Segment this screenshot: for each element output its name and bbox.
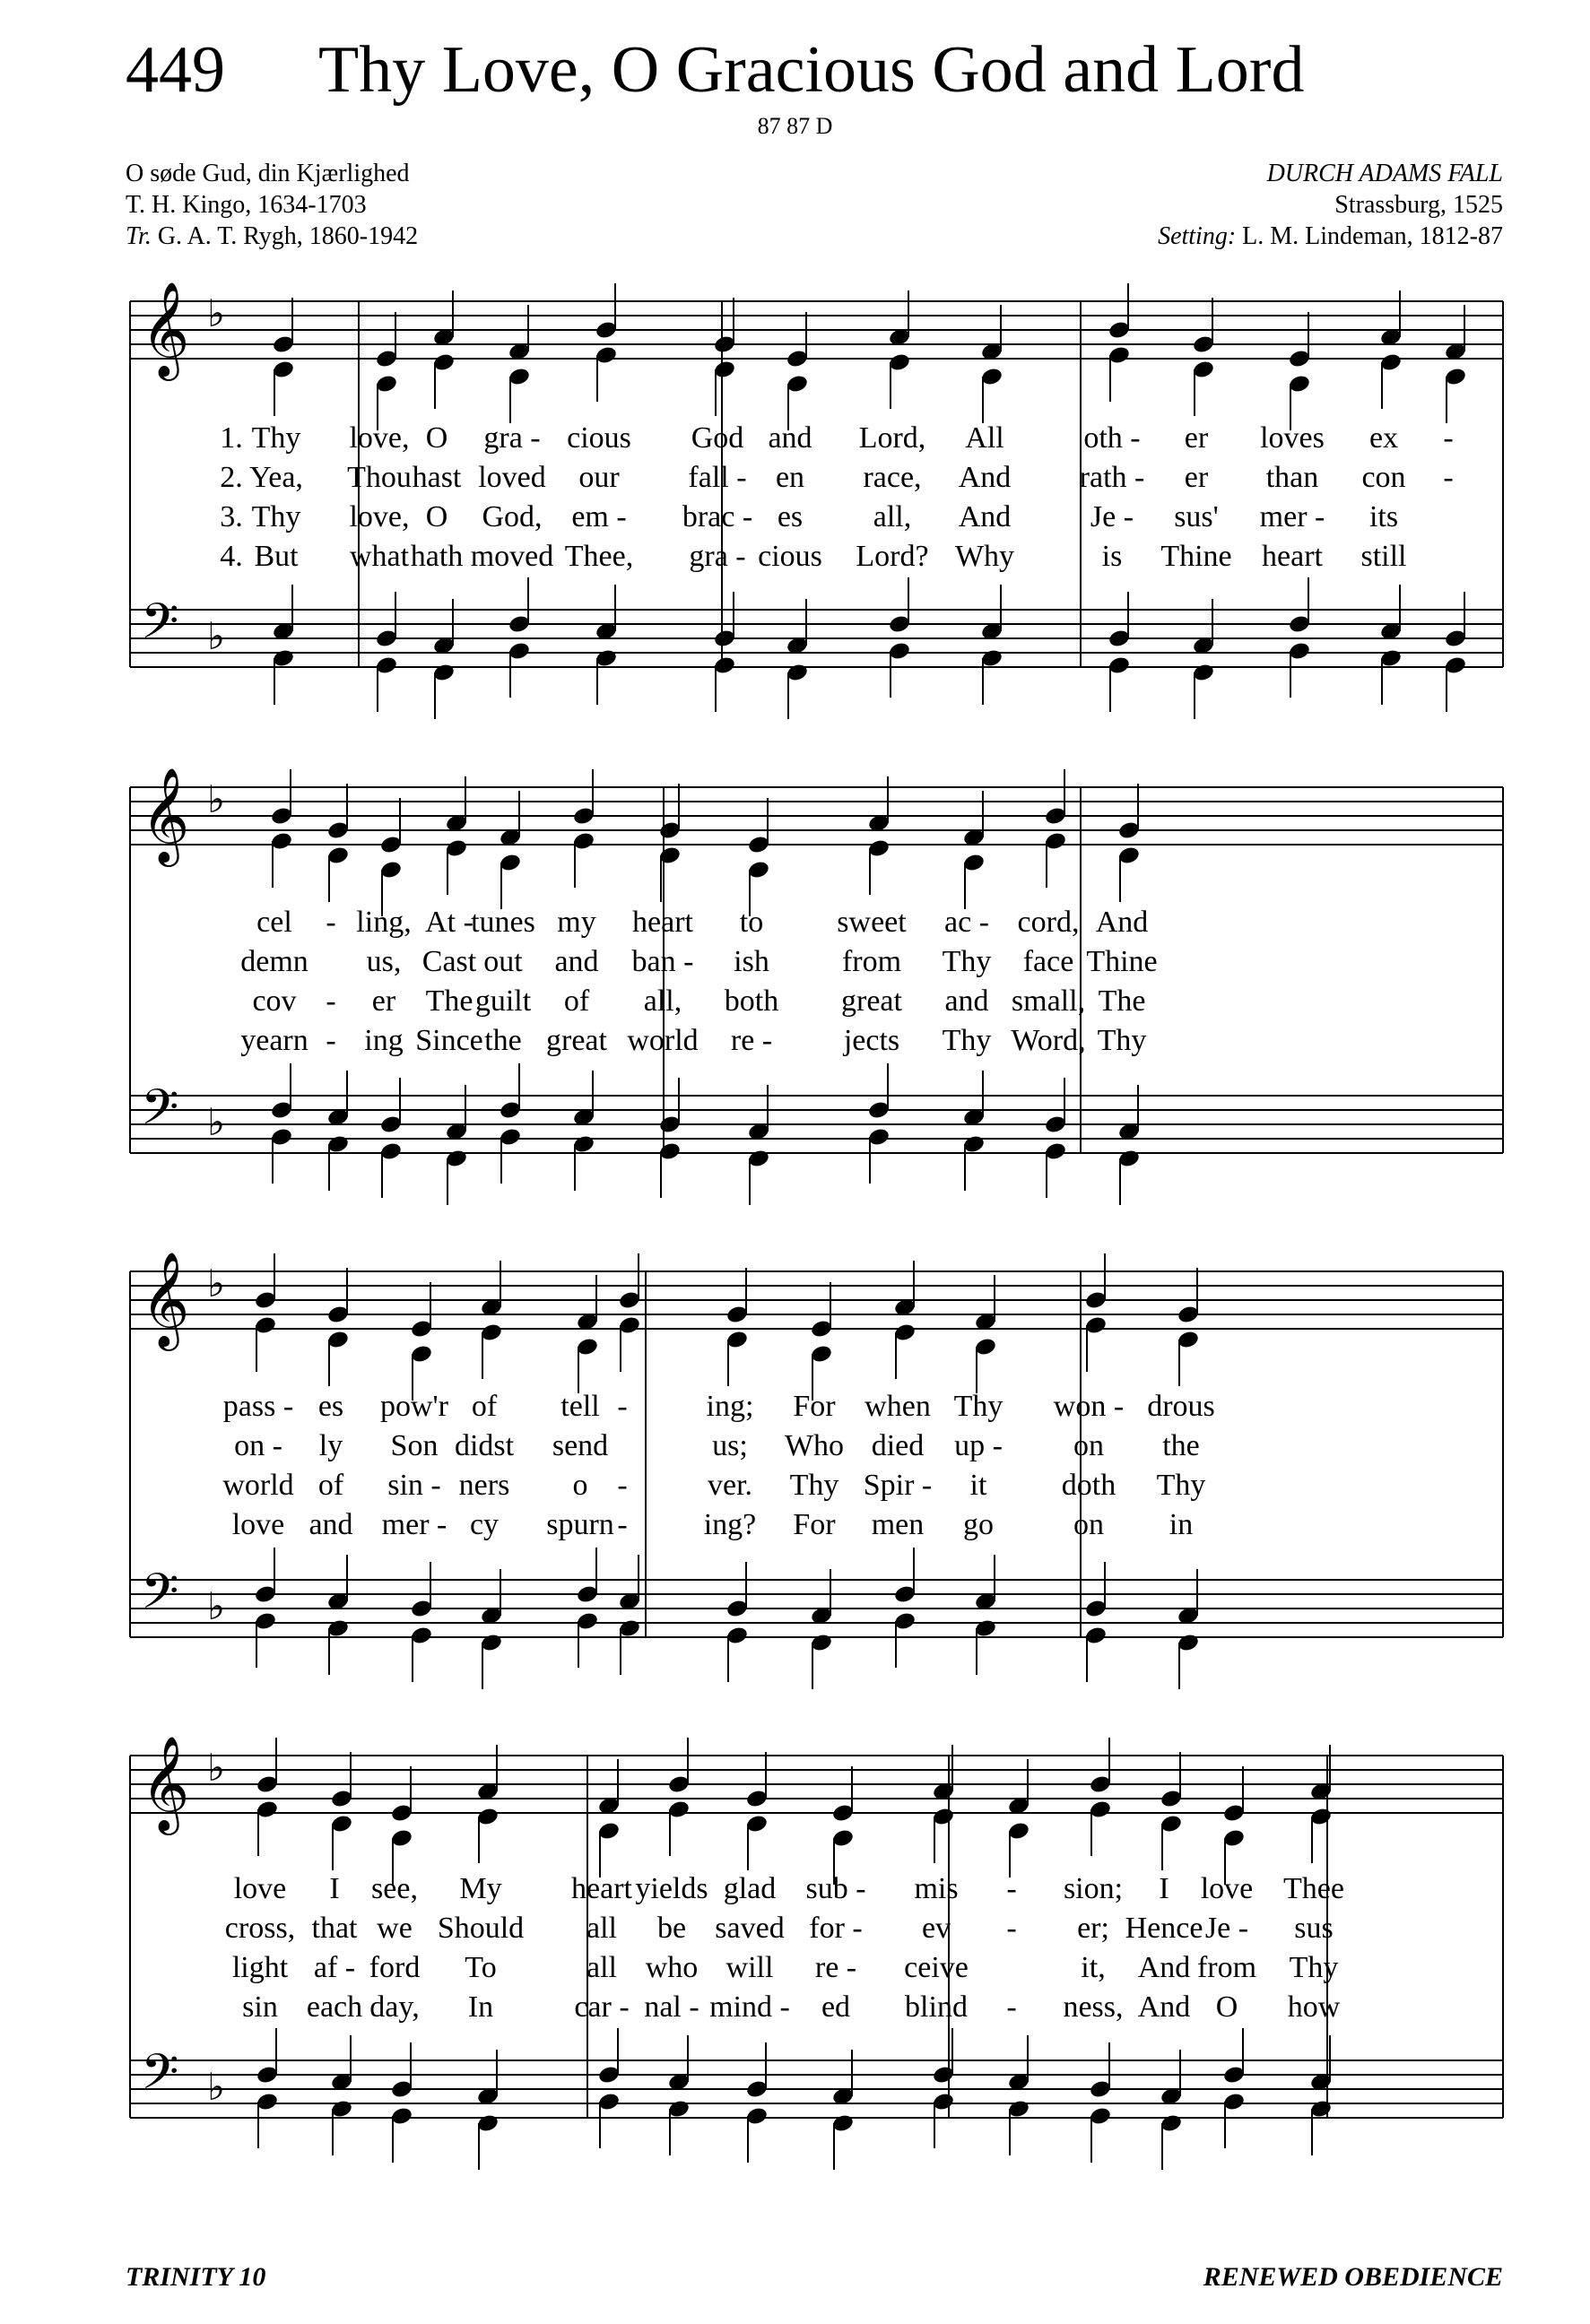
lyric-syllable: heart [632,906,693,939]
setting: L. M. Lindeman, 1812-87 [1242,222,1503,250]
lyric-syllable: race, [863,461,922,494]
lyric-syllable: - [1443,461,1454,494]
lyric-syllable: sin - [387,1469,441,1502]
lyric-syllable: love [231,1508,285,1541]
lyric-syllable: brac - [682,500,753,533]
lyric-syllable: My [459,1872,502,1905]
lyric-syllable: Thine [1160,540,1232,573]
lyric-syllable: The [425,984,474,1018]
lyric-syllable: rath - [1079,461,1145,494]
lyric-syllable: gra - [483,421,541,455]
lyric-syllable: Thou [347,461,412,494]
lyric-syllable: heart [1262,540,1323,573]
flat-key-signature-icon: ♭ [207,1262,225,1305]
lyric-syllable: Thy [1097,1024,1147,1057]
lyric-syllable: Lord, [858,421,926,455]
hymn-number: 449 [126,33,225,107]
lyric-syllable: see, [371,1872,418,1905]
lyric-syllable: all, [643,984,682,1018]
lyric-syllable: out [483,945,523,978]
treble-clef-icon: 𝄞 [141,767,190,863]
lyric-syllable: Thee, [564,540,634,573]
lyric-syllable: and [768,421,812,455]
lyric-syllable: its [1368,500,1399,533]
lyric-syllable: great [546,1024,607,1057]
lyric-syllable: O [425,500,448,533]
original-title: O søde Gud, din Kjærlighed [126,160,410,187]
lyric-syllable: - [1006,1872,1017,1905]
lyric-syllable: on [1073,1508,1104,1541]
lyric-syllable: I [1159,1872,1169,1905]
lyric-syllable: we [377,1912,413,1945]
lyric-syllable: love, [349,421,410,455]
lyric-syllable: hast [412,461,462,494]
lyric-syllable: ly [318,1429,343,1462]
lyric-syllable: it [969,1469,987,1502]
lyric-syllable: er [1184,461,1209,494]
lyric-syllable: both [724,984,779,1018]
lyric-syllable: cel [256,906,292,939]
lyric-syllable: God, [482,500,543,533]
lyric-syllable: still [1360,540,1407,573]
lyric-syllable: didst [454,1429,515,1462]
lyric-syllable: light [231,1951,289,1984]
lyric-syllable: Spir - [863,1469,933,1502]
lyric-syllable: in [1169,1508,1194,1541]
flat-key-signature-icon: ♭ [207,1584,225,1628]
lyric-syllable: ev [921,1912,951,1945]
lyric-syllable: Thy [251,421,301,455]
lyric-syllable: - [617,1390,628,1423]
lyric-syllable: ing; [706,1390,754,1423]
lyric-syllable: re - [814,1951,857,1984]
lyric-syllable: on [1073,1429,1104,1462]
flat-key-signature-icon: ♭ [207,1746,225,1790]
lyric-syllable: car - [574,1990,630,2024]
lyric-syllable: es [317,1390,344,1423]
lyric-syllable: ness, [1063,1990,1124,2024]
lyric-syllable: mer - [381,1508,447,1541]
lyric-syllable: And [958,461,1012,494]
lyric-syllable: of [317,1469,344,1502]
lyric-syllable: And [958,500,1012,533]
lyric-syllable: on - [234,1429,282,1462]
lyric-syllable: up - [954,1429,1003,1462]
lyric-syllable: - [1006,1990,1017,2024]
lyric-syllable: mer - [1259,500,1325,533]
lyric-syllable: saved [715,1912,785,1945]
lyric-syllable: 3. [220,500,243,533]
lyric-syllable: is [1101,540,1123,573]
bass-clef-icon: 𝄢 [141,1079,179,1148]
lyric-syllable: day, [369,1990,420,2024]
treble-clef-icon: 𝄞 [141,1251,190,1347]
lyric-syllable: Yea, [249,461,303,494]
lyric-syllable: how [1287,1990,1341,2024]
lyric-syllable: es [777,500,804,533]
lyric-syllable: ver. [707,1469,753,1502]
lyric-syllable: God [691,421,744,455]
lyric-syllable: men [871,1508,925,1541]
tune-source: Strassburg, 1525 [1334,191,1503,219]
lyric-syllable: ac - [943,906,990,939]
lyric-syllable: sub - [805,1872,866,1905]
lyric-syllable: But [254,540,299,573]
lyric-syllable: Je - [1090,500,1134,533]
lyric-syllable: us; [712,1429,748,1462]
lyric-syllable: af - [313,1951,356,1984]
lyric-syllable: Word, [1011,1024,1086,1057]
lyric-syllable: - [617,1469,628,1502]
lyric-syllable: Why [954,540,1015,573]
lyric-syllable: ford [369,1951,421,1984]
lyric-syllable: Thine [1086,945,1158,978]
lyric-syllable: of [471,1390,498,1423]
lyric-syllable: all [586,1951,617,1984]
hymn-title: Thy Love, O Gracious God and Lord [318,33,1305,107]
lyric-syllable: Thy [789,1469,839,1502]
flat-key-signature-icon: ♭ [207,777,225,821]
lyric-syllable: my [557,906,596,939]
lyric-syllable: all [586,1912,617,1945]
lyric-syllable: - [326,1024,336,1057]
lyric-syllable: spurn [546,1508,614,1541]
lyric-syllable: us, [366,945,402,978]
bass-clef-icon: 𝄢 [141,1563,179,1632]
bass-clef-icon: 𝄢 [141,593,179,662]
tune-name: DURCH ADAMS FALL [1266,160,1503,187]
lyric-syllable: go [963,1508,994,1541]
lyric-syllable: er [371,984,396,1018]
lyric-syllable: heart [571,1872,632,1905]
lyric-syllable: Lord? [856,540,929,573]
lyric-syllable: Thy [1289,1951,1339,1984]
lyric-syllable: ing [364,1024,404,1057]
lyric-syllable: In [467,1990,494,2024]
lyric-syllable: small, [1011,984,1086,1018]
lyric-syllable: sus [1294,1912,1334,1945]
lyric-syllable: each [306,1990,363,2024]
lyric-syllable: cross, [224,1912,296,1945]
lyric-syllable: I [329,1872,340,1905]
flat-key-signature-icon: ♭ [207,2065,225,2109]
lyric-syllable: sus' [1174,500,1219,533]
author: T. H. Kingo, 1634-1703 [126,191,367,219]
lyric-syllable: guilt [474,984,532,1018]
lyric-syllable: re - [730,1024,773,1057]
lyric-syllable: from [1196,1951,1257,1984]
lyric-syllable: send [552,1429,609,1462]
lyric-syllable: cious [758,540,822,573]
lyric-syllable: ban - [631,945,694,978]
lyric-syllable: - [1006,1912,1017,1945]
lyric-syllable: world [627,1024,699,1057]
lyric-syllable: ceive [904,1951,969,1984]
lyric-syllable: sweet [837,906,907,939]
lyric-syllable: love, [349,500,410,533]
lyric-syllable: won - [1053,1390,1125,1423]
lyric-syllable: Je - [1204,1912,1249,1945]
lyric-syllable: And [1137,1990,1191,2024]
lyric-syllable: And [1095,906,1149,939]
lyric-syllable: than [1265,461,1319,494]
lyric-syllable: the [1162,1429,1200,1462]
lyric-syllable: pass - [222,1390,294,1423]
lyric-syllable: ish [734,945,769,978]
lyric-syllable: jects [843,1024,900,1057]
lyric-syllable: Thy [1156,1469,1206,1502]
lyric-syllable: blind [905,1990,968,2024]
lyric-syllable: Should [437,1912,525,1945]
lyric-syllable: o [572,1469,588,1502]
lyric-syllable: Thee [1283,1872,1344,1905]
lyric-syllable: Who [784,1429,845,1462]
lyric-syllable: tell [560,1390,600,1423]
lyric-syllable: glad [723,1872,777,1905]
lyric-syllable: drous [1147,1390,1215,1423]
lyric-syllable: 2. [220,461,243,494]
lyric-syllable: er; [1077,1912,1109,1945]
lyric-syllable: O [1215,1990,1238,2024]
lyric-syllable: Thy [942,945,992,978]
flat-key-signature-icon: ♭ [207,614,225,658]
lyric-syllable: when [865,1390,931,1423]
lyric-syllable: At - [425,906,474,939]
lyric-syllable: Hence [1125,1912,1203,1945]
lyric-syllable: - [1443,421,1454,455]
lyric-syllable: Cast [421,945,477,978]
lyric-syllable: Since [415,1024,483,1057]
lyric-syllable: gra - [689,540,746,573]
lyric-syllable: ing? [703,1508,757,1541]
lyric-syllable: who [645,1951,699,1984]
lyric-syllable: loved [478,461,546,494]
lyric-syllable: en [775,461,805,494]
lyric-syllable: For [793,1508,836,1541]
lyric-syllable: of [563,984,590,1018]
lyric-syllable: all, [873,500,912,533]
footer-category: RENEWED OBEDIENCE [1203,2262,1503,2292]
lyric-syllable: doth [1061,1469,1116,1502]
lyric-syllable: nal - [644,1990,699,2024]
treble-clef-icon: 𝄞 [141,1735,190,1831]
lyric-syllable: All [965,421,1004,455]
lyric-syllable: ex [1368,421,1399,455]
lyric-syllable: yearn [240,1024,308,1057]
lyric-syllable: from [841,945,902,978]
lyric-syllable: fall - [688,461,747,494]
lyric-syllable: loves [1260,421,1325,455]
lyric-syllable: O [425,421,448,455]
lyric-syllable: it, [1081,1951,1106,1984]
lyric-syllable: The [1098,984,1146,1018]
lyric-syllable: And [1137,1951,1191,1984]
lyric-syllable: that [311,1912,358,1945]
lyric-syllable: face [1022,945,1074,978]
lyric-syllable: and [554,945,599,978]
lyric-syllable: Son [390,1429,439,1462]
flat-key-signature-icon: ♭ [207,291,225,335]
lyric-syllable: our [578,461,620,494]
lyric-syllable: cord, [1017,906,1080,939]
lyric-syllable: world [222,1469,294,1502]
lyric-syllable: er [1184,421,1209,455]
lyric-syllable: moved [470,540,554,573]
translator-prefix: Tr. [126,222,152,250]
flat-key-signature-icon: ♭ [207,1100,225,1144]
meter: 87 87 D [757,113,833,139]
lyric-syllable: sin [242,1990,278,2024]
lyric-syllable: and [308,1508,353,1541]
translator: G. A. T. Rygh, 1860-1942 [157,222,419,250]
lyric-syllable: great [841,984,902,1018]
lyric-syllable: died [871,1429,925,1462]
lyric-syllable: to [739,906,764,939]
lyric-syllable: the [484,1024,522,1057]
lyric-syllable: ling, [356,906,412,939]
lyric-syllable: demn [240,945,308,978]
lyric-syllable: hath [410,540,464,573]
lyric-syllable: pow'r [379,1390,449,1423]
treble-clef-icon: 𝄞 [141,281,190,377]
lyric-syllable: - [326,984,336,1018]
lyric-syllable: oth - [1083,421,1141,455]
lyric-syllable: em - [571,500,627,533]
lyric-syllable: tunes [471,906,535,939]
lyric-syllable: - [326,906,336,939]
lyric-syllable: and [944,984,989,1018]
setting-prefix: Setting: [1158,222,1237,250]
lyric-syllable: Thy [942,1024,992,1057]
footer-season: TRINITY 10 [126,2262,266,2292]
lyric-syllable: 4. [220,540,243,573]
lyric-syllable: For [793,1390,836,1423]
lyric-syllable: cy [469,1508,500,1541]
lyric-syllable: ners [458,1469,510,1502]
lyric-syllable: mis [914,1872,959,1905]
bass-clef-icon: 𝄢 [141,2043,179,2112]
lyric-syllable: yields [635,1872,708,1905]
lyric-syllable: 1. [220,421,243,455]
lyric-syllable: Thy [251,500,301,533]
lyric-syllable: cov [252,984,297,1018]
lyric-syllable: be [656,1912,687,1945]
lyric-syllable: con [1361,461,1406,494]
lyric-syllable: for - [809,1912,863,1945]
lyric-syllable: what [349,540,410,573]
lyric-syllable: sion; [1063,1872,1124,1905]
lyric-syllable: love [1200,1872,1254,1905]
lyric-syllable: - [617,1508,628,1541]
lyric-syllable: cious [567,421,631,455]
lyric-syllable: ed [821,1990,851,2024]
lyric-syllable: love [233,1872,287,1905]
lyric-syllable: Thy [953,1390,1004,1423]
lyric-syllable: will [725,1951,774,1984]
lyric-syllable: To [465,1951,497,1984]
lyric-syllable: mind - [709,1990,790,2024]
